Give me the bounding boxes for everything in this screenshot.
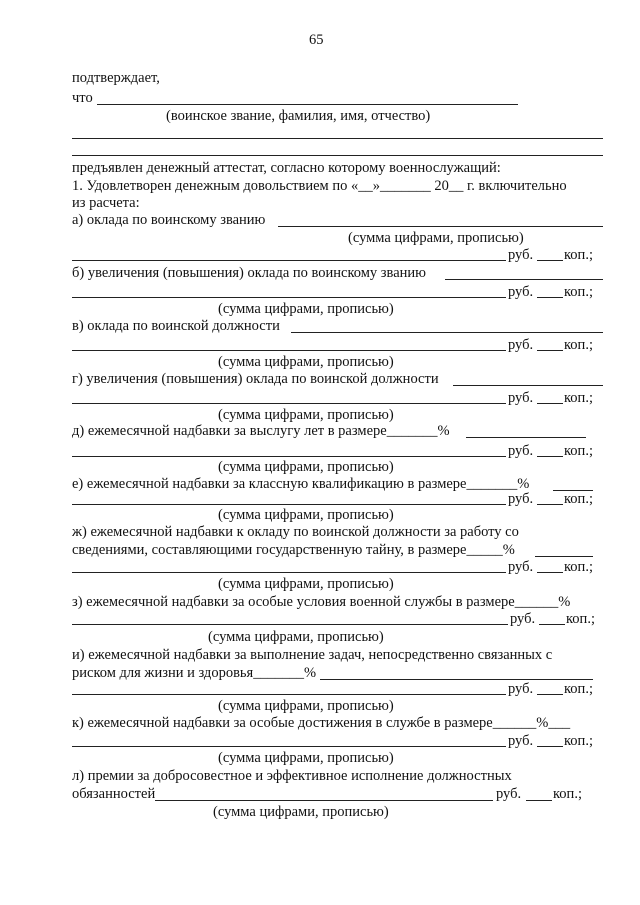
item-v-amount-line [72, 350, 506, 351]
item-e-rub: руб. [508, 491, 534, 507]
item-zh-rub-line [537, 572, 563, 573]
item-i-line1: и) ежемесячной надбавки за выполнение задач, непосредственно связанных с [72, 647, 553, 663]
item-z-sum-hint: (сумма цифрами, прописью) [208, 629, 384, 645]
item-a-fill-line [278, 226, 603, 227]
presented-text: предъявлен денежный аттестат, согласно которому военнослужащий: [72, 160, 501, 176]
item-i-line2: риском для жизни и здоровья_______% [72, 665, 317, 681]
item-d-amount-line [72, 456, 506, 457]
confirms-text: подтверждает, [72, 70, 160, 86]
item-a-sum-hint: (сумма цифрами, прописью) [348, 230, 524, 246]
item-b-kop: коп.; [564, 284, 593, 300]
item-e: е) ежемесячной надбавки за классную квалификацию в размере_______% [72, 476, 530, 492]
item-zh-line1: ж) ежемесячной надбавки к окладу по воинской должности за работу со [72, 524, 519, 540]
item-b-fill-line [445, 279, 603, 280]
item-i-sum-hint: (сумма цифрами, прописью) [218, 698, 394, 714]
item-l-line1: л) премии за добросовестное и эффективное исполнение должностных [72, 768, 512, 784]
item-l-rub: руб. [496, 786, 522, 802]
item-k-kop: коп.; [564, 733, 593, 749]
item-z-kop: коп.; [566, 611, 595, 627]
item-a-amount-line [72, 260, 506, 261]
item-k-rub: руб. [508, 733, 534, 749]
item-i-amount-line [72, 694, 506, 695]
item-zh-rub: руб. [508, 559, 534, 575]
item-g-fill-line [453, 385, 603, 386]
item-d-fill-line [466, 437, 586, 438]
item-d-rub-line [537, 456, 563, 457]
item-e-rub-line [537, 504, 563, 505]
item-d-sum-hint: (сумма цифрами, прописью) [218, 459, 394, 475]
item-a-rub-line [537, 260, 563, 261]
item-b-amount-line [72, 297, 506, 298]
item-l-sum-hint: (сумма цифрами, прописью) [213, 804, 389, 820]
item-d-kop: коп.; [564, 443, 593, 459]
name-fill-line [97, 104, 518, 105]
item-g-rub: руб. [508, 390, 534, 406]
item-z-rub: руб. [510, 611, 536, 627]
item1-line1: 1. Удовлетворен денежным довольствием по «__»_______ 20__ г. включительно [72, 178, 567, 194]
rank-name-hint: (воинское звание, фамилия, имя, отчество) [166, 108, 431, 124]
item-v-rub: руб. [508, 337, 534, 353]
item-zh-line2: сведениями, составляющими государственную тайну, в размере_____% [72, 542, 515, 558]
item-l-line2: обязанностей [72, 786, 156, 802]
item-b-rub-line [537, 297, 563, 298]
item-v-fill-line [291, 332, 603, 333]
item-b-rub: руб. [508, 284, 534, 300]
item-l-fill-line [155, 800, 493, 801]
item-zh-kop: коп.; [564, 559, 593, 575]
item-g-amount-line [72, 403, 506, 404]
item-z: з) ежемесячной надбавки за особые условия военной службы в размере______% [72, 594, 571, 610]
item-k-sum-hint: (сумма цифрами, прописью) [218, 750, 394, 766]
item-g: г) увеличения (повышения) оклада по воинской должности [72, 371, 439, 387]
blank-fill-line-1 [72, 138, 603, 139]
item-l-rub-line [526, 800, 552, 801]
blank-fill-line-2 [72, 155, 603, 156]
item-v-rub-line [537, 350, 563, 351]
item-k: к) ежемесячной надбавки за особые достижения в службе в размере______%___ [72, 715, 571, 731]
item-v-kop: коп.; [564, 337, 593, 353]
that-text: что [72, 90, 93, 106]
item-i-kop: коп.; [564, 681, 593, 697]
item-zh-fill-line [535, 556, 593, 557]
item-g-sum-hint: (сумма цифрами, прописью) [218, 407, 394, 423]
item-k-rub-line [537, 746, 563, 747]
item-e-amount-line [72, 504, 506, 505]
item-a-kop: коп.; [564, 247, 593, 263]
item-z-amount-line [72, 624, 508, 625]
item-v-sum-hint: (сумма цифрами, прописью) [218, 354, 394, 370]
item-e-kop: коп.; [564, 491, 593, 507]
item-i-rub: руб. [508, 681, 534, 697]
item-b: б) увеличения (повышения) оклада по воинскому званию [72, 265, 426, 281]
item-b-sum-hint: (сумма цифрами, прописью) [218, 301, 394, 317]
item-a: а) оклада по воинскому званию [72, 212, 266, 228]
item-i-fill-line [320, 679, 593, 680]
item-g-rub-line [537, 403, 563, 404]
item-d: д) ежемесячной надбавки за выслугу лет в размере_______% [72, 423, 450, 439]
item-zh-sum-hint: (сумма цифрами, прописью) [218, 576, 394, 592]
page-number: 65 [309, 32, 324, 48]
item-g-kop: коп.; [564, 390, 593, 406]
item-a-rub: руб. [508, 247, 534, 263]
item-l-kop: коп.; [553, 786, 582, 802]
item-zh-amount-line [72, 572, 506, 573]
item-e-sum-hint: (сумма цифрами, прописью) [218, 507, 394, 523]
item-k-amount-line [72, 746, 506, 747]
item1-line2: из расчета: [72, 195, 140, 211]
item-z-rub-line [539, 624, 565, 625]
item-d-rub: руб. [508, 443, 534, 459]
item-v: в) оклада по воинской должности [72, 318, 280, 334]
item-i-rub-line [537, 694, 563, 695]
